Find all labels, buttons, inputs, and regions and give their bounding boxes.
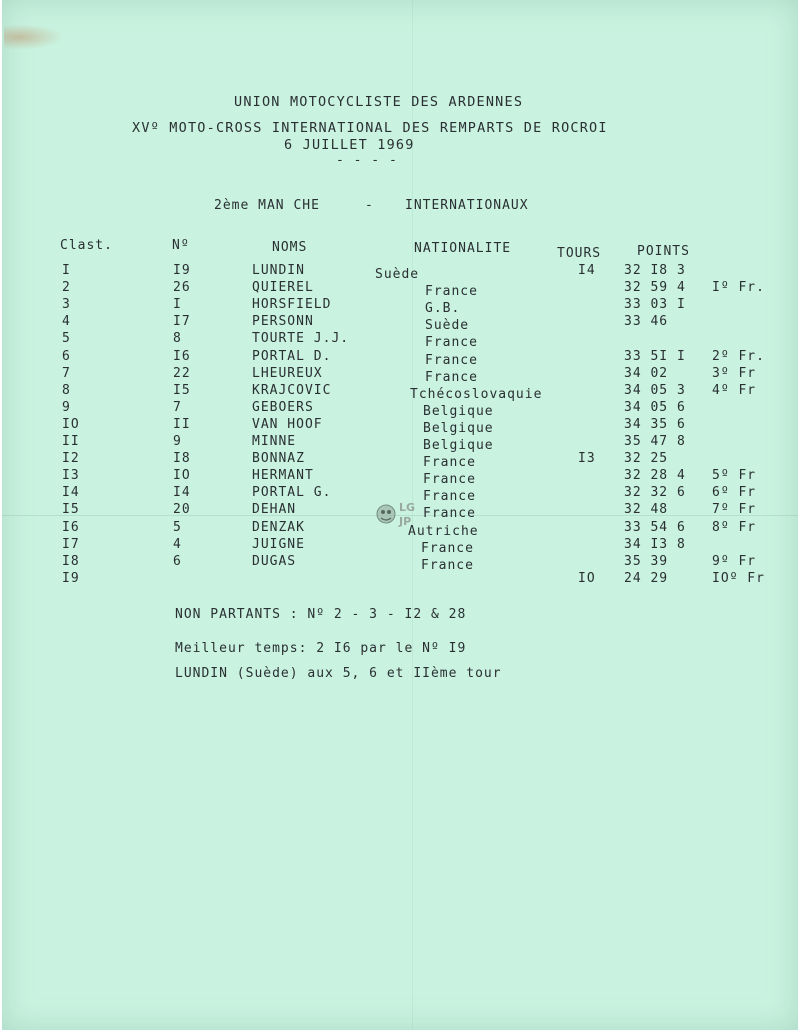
cell-nationality: France: [425, 335, 478, 351]
best-time-line1: Meilleur temps: 2 I6 par le Nº I9: [175, 641, 467, 656]
cell-nationality: Suède: [375, 267, 420, 282]
cell-clast: I2: [62, 451, 80, 467]
cell-french-rank: IOº Fr: [712, 570, 765, 586]
table-row: [0, 468, 800, 488]
table-row: [0, 349, 800, 366]
cell-clast: 2: [62, 280, 71, 296]
cell-name: HERMANT: [252, 468, 314, 484]
cell-clast: 9: [62, 399, 71, 415]
cell-name: KRAJCOVIC: [252, 382, 332, 398]
cell-name: HORSFIELD: [252, 297, 332, 313]
col-header-tours: TOURS: [557, 246, 602, 261]
event-title: XVº MOTO-CROSS INTERNATIONAL DES REMPARTS DE ROCROI: [132, 120, 608, 136]
cell-number: 20: [173, 502, 191, 518]
col-header-points: POINTS: [637, 244, 690, 259]
org-title: UNION MOTOCYCLISTE DES ARDENNES: [234, 94, 524, 110]
cell-french-rank: 2º Fr.: [712, 348, 765, 364]
cell-clast: 6: [62, 348, 71, 364]
cell-name: PORTAL G.: [252, 485, 332, 501]
cell-french-rank: 9º Fr: [712, 553, 757, 569]
cell-nationality: Belgique: [423, 403, 494, 419]
cell-clast: I5: [62, 502, 80, 518]
table-row: [0, 383, 800, 400]
table-row: [0, 297, 800, 317]
cell-clast: II: [62, 434, 80, 449]
cell-clast: 4: [62, 314, 71, 330]
cell-number: I6: [173, 348, 191, 364]
cell-nationality: France: [425, 284, 478, 300]
cell-clast: 5: [62, 331, 71, 347]
table-row: [0, 331, 800, 351]
cell-clast: I3: [62, 468, 80, 484]
col-header-no: Nº: [172, 238, 190, 253]
cell-french-rank: Iº Fr.: [712, 280, 765, 296]
col-header-noms: NOMS: [272, 240, 308, 255]
cell-nationality: France: [425, 369, 478, 385]
cell-clast: 7: [62, 365, 71, 381]
cell-number: 22: [173, 365, 191, 381]
corner-stain: [4, 24, 64, 50]
cell-points: 33 46: [624, 314, 669, 330]
cell-number: I5: [173, 382, 191, 398]
cell-points: 33 03 I: [624, 297, 686, 313]
cell-points: 32 I8 3: [624, 263, 686, 278]
cell-points: 32 59 4: [624, 280, 686, 296]
cell-points: 34 02: [624, 365, 669, 381]
cell-nationality: Belgique: [423, 438, 494, 453]
col-header-clast: Clast.: [60, 238, 113, 253]
cell-points: 33 54 6: [624, 519, 686, 535]
cell-nationality: Tchécoslovaquie: [410, 386, 543, 402]
cell-tours: I3: [578, 451, 596, 467]
cell-number: I4: [173, 485, 191, 501]
event-date: 6 JUILLET 1969: [284, 137, 415, 153]
cell-nationality: France: [421, 557, 474, 573]
table-row: [0, 314, 800, 334]
cell-number: 7: [173, 399, 182, 415]
cell-nationality: France: [423, 489, 476, 505]
cell-nationality: France: [423, 472, 476, 488]
cell-number: 8: [173, 331, 182, 347]
cell-number: 26: [173, 280, 191, 296]
cell-number: 6: [173, 553, 182, 569]
cell-number: IO: [173, 468, 191, 484]
watermark-text-bottom: JP: [399, 515, 412, 528]
cell-number: 4: [173, 536, 182, 552]
cell-nationality: Belgique: [423, 420, 494, 436]
cell-nationality: France: [425, 352, 478, 368]
cell-number: I: [173, 297, 182, 313]
table-row: [0, 366, 800, 383]
cell-name: VAN HOOF: [252, 416, 323, 432]
header-separator: - - - -: [336, 153, 398, 168]
cell-number: I7: [173, 314, 191, 330]
cell-points: 35 39: [624, 553, 669, 569]
table-row: [0, 434, 800, 451]
table-row: [0, 280, 800, 300]
cell-clast: I9: [62, 570, 80, 586]
table-row: [0, 263, 800, 280]
cell-number: I9: [173, 263, 191, 278]
cell-name: LHEUREUX: [252, 365, 323, 381]
cell-nationality: France: [423, 455, 476, 471]
cell-points: 32 48: [624, 502, 669, 518]
cell-clast: I4: [62, 485, 80, 501]
best-time-line2: LUNDIN (Suède) aux 5, 6 et IIème tour: [175, 666, 502, 681]
non-partants: NON PARTANTS : Nº 2 - 3 - I2 & 28: [175, 607, 467, 622]
cell-points: 24 29: [624, 570, 669, 586]
cell-nationality: Suède: [425, 318, 470, 334]
cell-clast: 3: [62, 297, 71, 313]
table-row: [0, 554, 800, 571]
heat-dash: -: [365, 198, 374, 213]
cell-name: LUNDIN: [252, 263, 305, 278]
cell-name: DUGAS: [252, 553, 297, 569]
cell-clast: IO: [62, 416, 80, 432]
cell-points: 33 5I I: [624, 348, 686, 364]
cell-nationality: France: [423, 506, 476, 522]
cell-name: GEBOERS: [252, 399, 314, 415]
cell-number: 9: [173, 434, 182, 449]
cell-name: DEHAN: [252, 502, 297, 518]
watermark-text-top: LG: [399, 501, 416, 514]
cell-name: BONNAZ: [252, 451, 305, 467]
cell-clast: I8: [62, 553, 80, 569]
cell-name: DENZAK: [252, 519, 305, 535]
table-row: [0, 451, 800, 471]
cell-french-rank: 8º Fr: [712, 519, 757, 535]
watermark-logo: [374, 496, 422, 532]
cell-tours: I4: [578, 263, 596, 278]
cell-points: 34 I3 8: [624, 536, 686, 552]
category-label: INTERNATIONAUX: [405, 198, 529, 213]
cell-nationality: Autriche: [408, 523, 479, 539]
cell-name: PERSONN: [252, 314, 314, 330]
cell-french-rank: 5º Fr: [712, 468, 757, 484]
cell-clast: I7: [62, 536, 80, 552]
cell-nationality: France: [421, 540, 474, 556]
cell-name: TOURTE J.J.: [252, 331, 350, 347]
cell-points: 32 28 4: [624, 468, 686, 484]
cell-points: 32 25: [624, 451, 669, 467]
table-row: [0, 571, 800, 588]
cell-points: 35 47 8: [624, 434, 686, 449]
cell-points: 32 32 6: [624, 485, 686, 501]
cell-number: I8: [173, 451, 191, 467]
cell-clast: I6: [62, 519, 80, 535]
col-header-nationalite: NATIONALITE: [414, 241, 512, 256]
cell-points: 34 35 6: [624, 416, 686, 432]
heat-label: 2ème MAN CHE: [214, 198, 320, 213]
cell-clast: 8: [62, 382, 71, 398]
cell-french-rank: 6º Fr: [712, 485, 757, 501]
cell-name: MINNE: [252, 434, 297, 449]
cell-clast: I: [62, 263, 71, 278]
cell-name: PORTAL D.: [252, 348, 332, 364]
cell-number: 5: [173, 519, 182, 535]
cell-number: II: [173, 416, 191, 432]
cell-points: 34 05 6: [624, 399, 686, 415]
table-row: [0, 400, 800, 417]
cell-french-rank: 4º Fr: [712, 382, 757, 398]
cell-nationality: G.B.: [425, 301, 461, 317]
cell-name: JUIGNE: [252, 536, 305, 552]
cell-points: 34 05 3: [624, 382, 686, 398]
cell-tours: IO: [578, 570, 596, 586]
cell-name: QUIEREL: [252, 280, 314, 296]
cell-french-rank: 3º Fr: [712, 365, 757, 381]
table-row: [0, 417, 800, 434]
cell-french-rank: 7º Fr: [712, 502, 757, 518]
table-row: [0, 537, 800, 554]
